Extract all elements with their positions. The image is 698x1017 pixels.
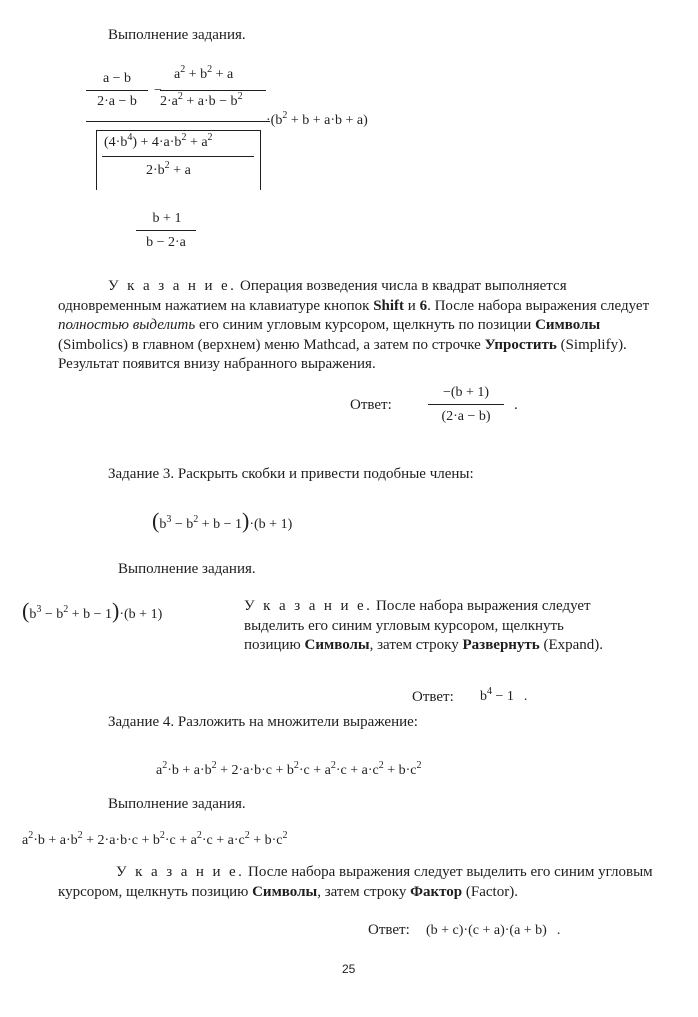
page-number: 25 <box>342 962 356 976</box>
denominator-numerator: $(4\cdot b^4) + 4\cdot a\cdot b^2 + a^2$ <box>104 132 213 150</box>
solution-heading-4: Выполнение задания. <box>108 796 246 812</box>
answer-label-3: Ответ: <box>412 689 454 705</box>
result-bar <box>136 230 196 231</box>
task-3-title: Задание 3. Раскрыть скобки и привести подобные члены: <box>108 466 474 482</box>
denominator-denominator: $2\cdot b^2 + a$ <box>146 160 191 178</box>
answer-label-4: Ответ: <box>368 922 410 938</box>
answer-1-bar <box>428 404 504 405</box>
task-4-expression: $a^2\cdot b + a\cdot b^2 + 2\cdot a\cdot b\cdot c + b^2\cdot c + a^2\cdot c + a\cdot c^2 + b\cdot c^2$ <box>156 760 422 778</box>
denominator-bar <box>102 156 254 157</box>
bracket-right <box>260 130 261 190</box>
minus-sign: − <box>154 83 162 98</box>
answer-1-dot: . <box>514 397 518 413</box>
task-3-expression: $(b^3 - b^2 + b - 1)\cdot(b + 1)$ <box>152 508 293 533</box>
fraction-1-bar <box>86 90 148 91</box>
solution-heading-3: Выполнение задания. <box>118 561 256 577</box>
multiplier: $\cdot(b^2 + b + a\cdot b + a)$ <box>266 110 368 128</box>
main-fraction-bar <box>86 121 270 122</box>
answer-1-numerator: −(b + 1) <box>442 385 490 400</box>
bracket-top <box>96 130 260 131</box>
fraction-2-bar <box>160 90 266 91</box>
hint-paragraph-1: У к а з а н и е. Операция возведения числа в квадрат выполняется одновременным нажатием на клавиатуре кнопок Shift и 6. После набора выражения следует полностью выделить его синим угловым курсором, щелкнуть по позиции Символы (Simbolics) в главном (верхнем) меню Mathcad, а затем по строчке Упростить (Simplify). Результат появится внизу набранного выражения. <box>58 278 650 372</box>
answer-label-1: Ответ: <box>350 397 392 413</box>
fraction-2-numerator: $a^2 + b^2 + a$ <box>174 64 234 82</box>
answer-3-expression: $b^4 - 1$ . <box>480 686 528 704</box>
fraction-1-numerator: a − b <box>102 71 132 86</box>
answer-1-denominator: (2·a − b) <box>441 409 491 424</box>
task-3-solution-expression: $(b^3 - b^2 + b - 1)\cdot(b + 1)$ <box>22 598 163 623</box>
answer-4-expression: (b + c)·(c + a)·(a + b) . <box>426 923 561 938</box>
task-4-solution-expression: $a^2\cdot b + a\cdot b^2 + 2\cdot a\cdot b\cdot c + b^2\cdot c + a^2\cdot c + a\cdot c^2 + b\cdot c^2$ <box>22 830 288 848</box>
result-numerator: b + 1 <box>152 211 182 226</box>
hint-paragraph-3: У к а з а н и е. После набора выражения следует выделить его синим угловым курсором, щелкнуть позицию Символы, затем строку Развернуть (Expand). <box>244 598 604 653</box>
task-4-title: Задание 4. Разложить на множители выражение: <box>108 714 418 730</box>
fraction-2-denominator: $2\cdot a^2 + a\cdot b - b^2$ <box>160 91 243 109</box>
fraction-1-denominator: 2·a − b <box>97 94 137 109</box>
solution-heading: Выполнение задания. <box>108 27 246 43</box>
hint-paragraph-4: У к а з а н и е. После набора выражения следует выделить его синим угловым курсором, щелкнуть позицию Символы, затем строку Фактор (Factor). <box>58 864 653 900</box>
bracket-left <box>96 130 97 190</box>
result-denominator: b − 2·a <box>146 235 186 250</box>
